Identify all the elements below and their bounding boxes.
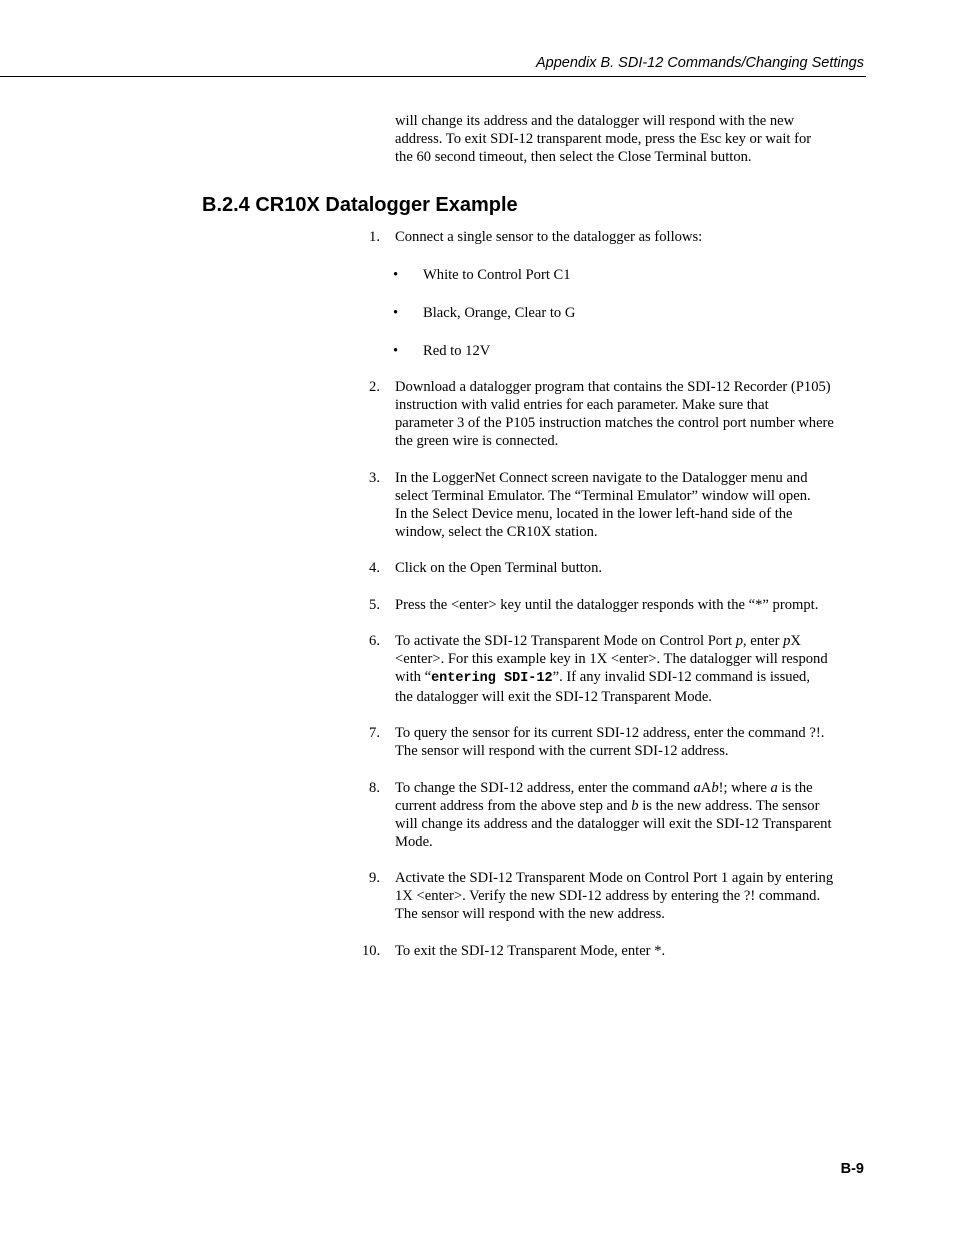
header-rule <box>0 76 866 77</box>
step-line: instruction with valid entries for each parameter. Make sure that <box>395 397 769 413</box>
italic-run: a <box>693 780 701 796</box>
step-line: To query the sensor for its current SDI-12 address, enter the command ?!. <box>395 725 825 741</box>
list-number: 3. <box>369 470 380 486</box>
list-item-10 <box>362 942 870 960</box>
list-item-2 <box>362 378 870 450</box>
step-line: The sensor will respond with the new address. <box>395 906 665 922</box>
step-line: window, select the CR10X station. <box>395 524 598 540</box>
list-number: 7. <box>369 725 380 741</box>
list-number: 2. <box>369 379 380 395</box>
intro-line: address. To exit SDI-12 transparent mode, press the Esc key or wait for <box>395 131 812 147</box>
bullet-icon: • <box>393 267 399 283</box>
italic-run: a <box>770 780 778 796</box>
italic-run: b <box>631 798 639 814</box>
bullet-text: Red to 12V <box>423 343 491 359</box>
list-number: 4. <box>369 560 380 576</box>
step-line: Mode. <box>395 834 433 850</box>
text-run: ”. If any invalid SDI-12 command is issued, <box>552 669 810 685</box>
step-line: Download a datalogger program that contains the SDI-12 Recorder (P105) <box>395 379 831 395</box>
italic-run: p <box>783 633 791 649</box>
text-run: A <box>700 780 712 796</box>
list-item-4 <box>362 559 870 577</box>
list-number: 10. <box>362 943 381 959</box>
intro-line: will change its address and the datalogger will respond with the new <box>395 113 795 129</box>
step-line <box>395 668 870 688</box>
step-line: Click on the Open Terminal button. <box>395 560 603 576</box>
text-run: X <box>790 633 801 649</box>
step-line: will change its address and the datalogger will exit the SDI-12 Transparent <box>395 816 832 832</box>
step-line: Connect a single sensor to the datalogger as follows: <box>395 229 703 245</box>
text-run: with “ <box>395 669 432 685</box>
step-line: 1X <enter>. Verify the new SDI-12 address by entering the ?! command. <box>395 888 821 904</box>
list-item-1 <box>362 228 870 246</box>
text-run: is the <box>777 780 813 796</box>
bullet-text: White to Control Port C1 <box>423 267 571 283</box>
bullet-text: Black, Orange, Clear to G <box>423 305 576 321</box>
step-line: select Terminal Emulator. The “Terminal Emulator” window will open. <box>395 488 811 504</box>
text-run: is the new address. The sensor <box>638 798 820 814</box>
step-line: the green wire is connected. <box>395 433 559 449</box>
list-number: 8. <box>369 780 380 796</box>
intro-line: the 60 second timeout, then select the Close Terminal button. <box>395 149 752 165</box>
step-line: The sensor will respond with the current SDI-12 address. <box>395 743 729 759</box>
italic-run: p <box>735 633 743 649</box>
list-number: 1. <box>369 229 380 245</box>
step-line: Press the <enter> key until the datalogger responds with the “*” prompt. <box>395 597 819 613</box>
step-line: the datalogger will exit the SDI-12 Transparent Mode. <box>395 689 712 705</box>
list-item-3 <box>362 469 870 541</box>
step-line: In the Select Device menu, located in the lower left-hand side of the <box>395 506 793 522</box>
step-line <box>395 797 870 815</box>
list-number: 5. <box>369 597 380 613</box>
step-line: To exit the SDI-12 Transparent Mode, enter *. <box>395 943 666 959</box>
page-number: B-9 <box>840 1161 864 1177</box>
italic-run: b <box>711 780 719 796</box>
step-line: In the LoggerNet Connect screen navigate to the Datalogger menu and <box>395 470 808 486</box>
intro-paragraph <box>395 112 870 166</box>
section-heading: B.2.4 CR10X Datalogger Example <box>202 194 518 216</box>
list-item-5 <box>362 596 870 614</box>
step-line <box>395 779 870 797</box>
list-item-7 <box>362 724 870 760</box>
step-line <box>395 632 870 650</box>
step-line: <enter>. For this example key in 1X <enter>. The datalogger will respond <box>395 651 828 667</box>
bullet-icon: • <box>393 343 399 359</box>
bullet-icon: • <box>393 305 399 321</box>
text-run: , enter <box>742 633 784 649</box>
list-number: 6. <box>369 633 380 649</box>
list-item-6 <box>362 632 870 706</box>
bullet-item <box>393 266 863 284</box>
text-run: To change the SDI-12 address, enter the command <box>395 780 694 796</box>
text-run: current address from the above step and <box>395 798 632 814</box>
running-header: Appendix B. SDI-12 Commands/Changing Settings <box>535 55 864 71</box>
list-item-9 <box>362 869 870 923</box>
list-number: 9. <box>369 870 380 886</box>
step-line: parameter 3 of the P105 instruction matches the control port number where <box>395 415 834 431</box>
text-run: To activate the SDI-12 Transparent Mode on Control Port <box>395 633 736 649</box>
code-run: entering SDI-12 <box>431 671 553 686</box>
text-run: !; where <box>718 780 771 796</box>
list-item-8 <box>362 779 870 851</box>
step-line: Activate the SDI-12 Transparent Mode on Control Port 1 again by entering <box>395 870 834 886</box>
bullet-item <box>393 342 863 360</box>
bullet-item <box>393 304 863 322</box>
